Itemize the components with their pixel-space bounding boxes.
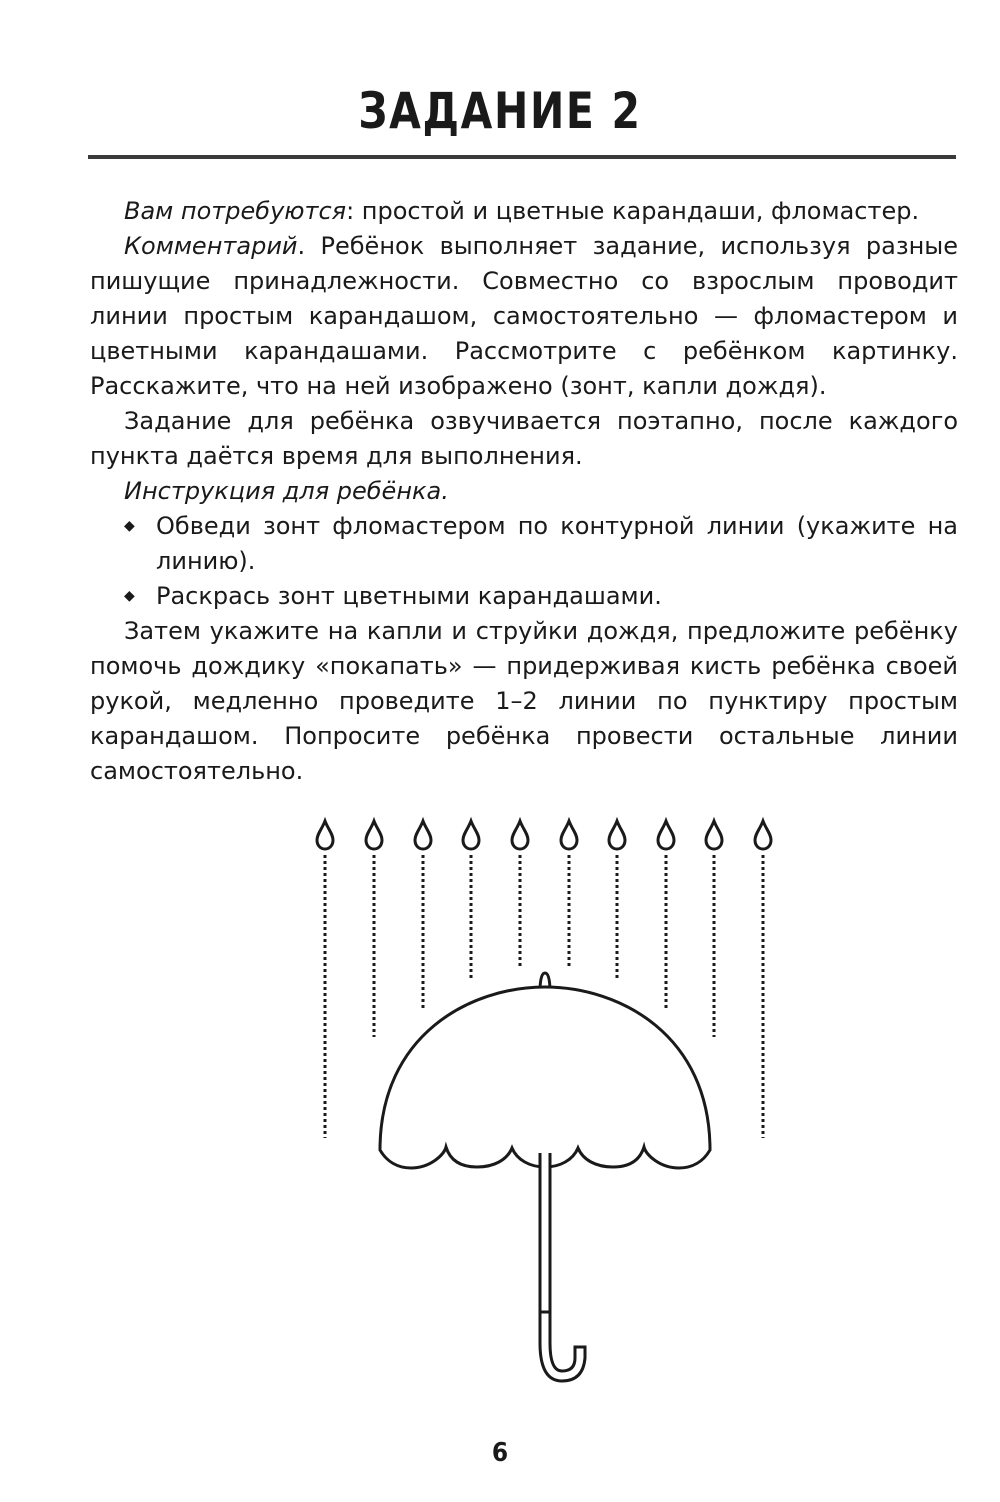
raindrop-icon — [706, 821, 722, 849]
list-item — [90, 579, 958, 614]
list-item — [90, 509, 958, 579]
raindrop-icon — [658, 821, 674, 849]
page-number: 6 — [491, 1438, 509, 1468]
paragraph-comment — [90, 229, 958, 404]
comment-text: . Ребёнок выполняет задание, используя разные пишущие принадлежности. Совместно со взрослым проводит линии простым карандашом, самостоятельно — фломастером и цветными карандашами. Рассмотрите с ребёнком картинку. Расскажите, что на ней изображено (зонт, капли дождя). — [90, 232, 958, 400]
instruction-list — [90, 509, 958, 614]
raindrop-icon — [317, 821, 333, 849]
list-item-text: Обведи зонт фломастером по контурной линии (укажите на линию). — [156, 512, 958, 575]
raindrops — [317, 821, 771, 849]
title-divider — [88, 155, 956, 159]
page-title: ЗАДАНИЕ 2 — [358, 82, 642, 140]
paragraph-steps: Задание для ребёнка озвучивается поэтапно, после каждого пункта даётся время для выполнения. — [90, 407, 958, 470]
comment-label: Комментарий — [124, 232, 298, 260]
raindrop-icon — [463, 821, 479, 849]
raindrop-icon — [561, 821, 577, 849]
instruction-text — [90, 194, 958, 789]
materials-label: Вам потребуются — [124, 197, 347, 225]
paragraph-rain-task: Затем укажите на капли и струйки дождя, предложите ребёнку помочь дождику «покапать» — придерживая кисть ребёнка своей рукой, медленно проведите 1–2 линии по пунктиру простым карандашом. Попросите ребёнка провести остальные линии самостоятельно. — [90, 617, 958, 785]
paragraph-materials — [90, 194, 958, 229]
raindrop-icon — [415, 821, 431, 849]
raindrop-icon — [609, 821, 625, 849]
umbrella-icon — [380, 973, 710, 1381]
list-item-text: Раскрась зонт цветными карандашами. — [156, 582, 662, 610]
umbrella-rain-illustration — [300, 815, 790, 1395]
diamond-bullet-icon: ◆ — [124, 588, 135, 604]
raindrop-icon — [755, 821, 771, 849]
child-instruction-heading: Инструкция для ребёнка. — [124, 477, 449, 505]
raindrop-icon — [512, 821, 528, 849]
raindrop-icon — [366, 821, 382, 849]
materials-text: : простой и цветные карандаши, фломастер. — [346, 197, 920, 225]
umbrella-canopy — [380, 987, 710, 1168]
diamond-bullet-icon: ◆ — [124, 518, 135, 534]
umbrella-shaft — [540, 1153, 585, 1381]
